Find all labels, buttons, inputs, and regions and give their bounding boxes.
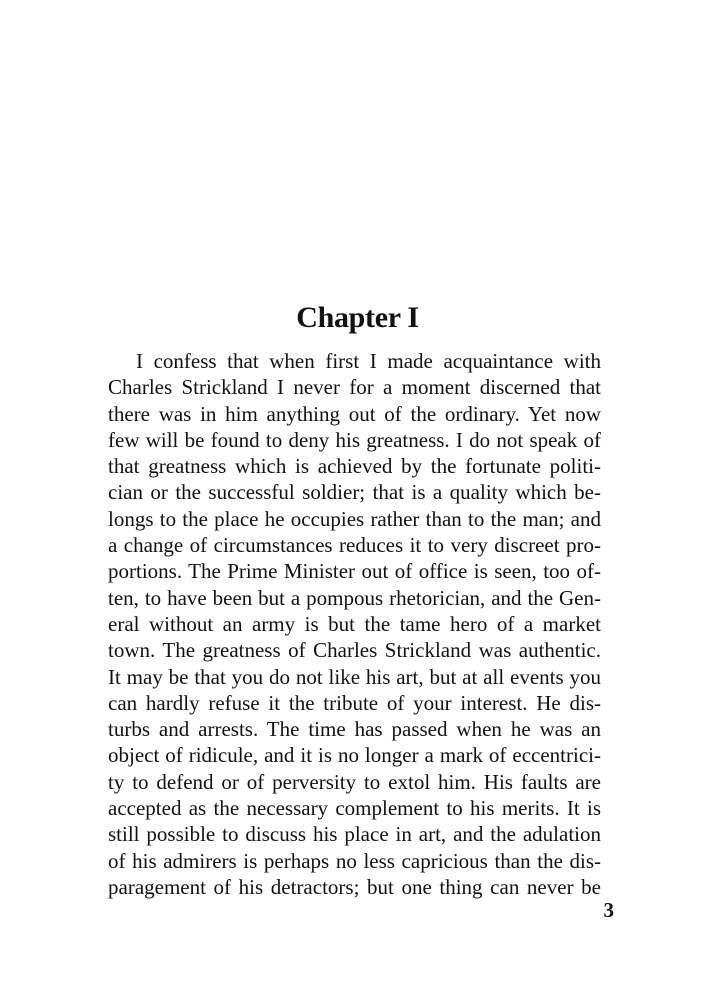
text-line: can hardly refuse it the tribute of your interest. He dis- <box>108 690 601 715</box>
text-line: that greatness which is achieved by the fortunate politi- <box>108 454 601 479</box>
page-number: 3 <box>603 898 614 922</box>
chapter-title: Chapter I <box>296 301 419 334</box>
text-line: object of ridicule, and it is no longer a mark of eccentrici- <box>108 743 601 768</box>
text-line: town. The greatness of Charles Strickland was authentic. <box>108 638 601 663</box>
text-line: eral without an army is but the tame hero of a market <box>108 611 601 636</box>
text-line: It may be that you do not like his art, but at all events you <box>108 664 601 689</box>
text-line: Charles Strickland I never for a moment discerned that <box>108 375 601 400</box>
text-line: few will be found to deny his greatness. I do not speak of <box>108 427 601 452</box>
text-line: I confess that when first I made acquaintance with <box>136 349 601 373</box>
text-line: portions. The Prime Minister out of office is seen, too of- <box>108 559 601 584</box>
text-line: ten, to have been but a pompous rhetorician, and the Gen- <box>108 585 601 610</box>
text-line: longs to the place he occupies rather than to the man; and <box>108 506 601 531</box>
text-line: of his admirers is perhaps no less capricious than the dis- <box>108 848 601 873</box>
text-line: accepted as the necessary complement to his merits. It is <box>108 796 601 821</box>
text-line: a change of circumstances reduces it to very discreet pro- <box>108 533 601 558</box>
text-line: cian or the successful soldier; that is a quality which be- <box>108 480 601 505</box>
text-line: there was in him anything out of the ordinary. Yet now <box>108 401 601 426</box>
text-line: still possible to discuss his place in art, and the adulation <box>108 822 601 847</box>
text-line: ty to defend or of perversity to extol him. His faults are <box>108 769 601 794</box>
chapter-body-paragraph <box>108 348 601 900</box>
text-line: turbs and arrests. The time has passed when he was an <box>108 717 601 742</box>
text-line: paragement of his detractors; but one thing can never be <box>108 874 601 899</box>
